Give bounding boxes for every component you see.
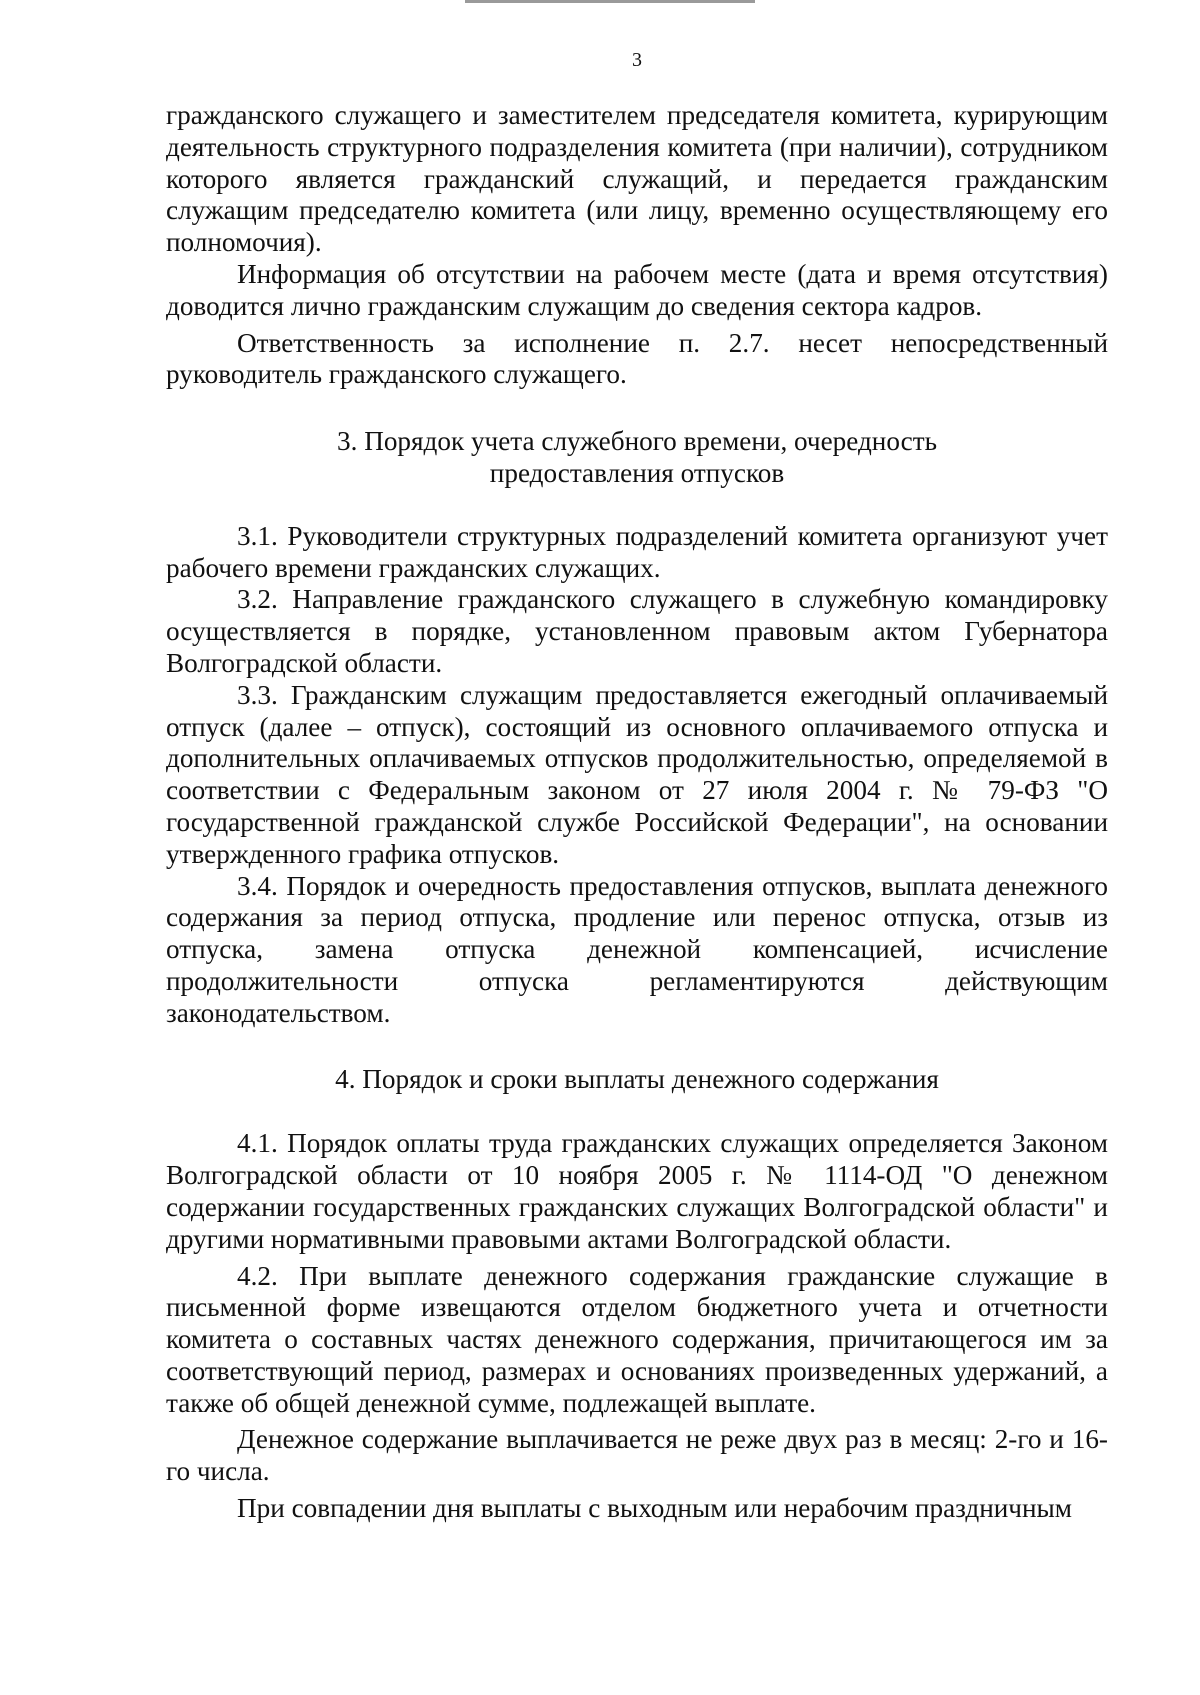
paragraph-3-3: 3.3. Гражданским служащим предоставляется ежегодный оплачиваемый отпуск (далее – отпуск), состоящий из основного оплачиваемого отпуска и дополнительных оплачиваемых отпусков продолжительностью, определяемой в соответствии с Федеральным законом от 27 июля 2004 г. № 79-ФЗ "О государственной гражданской службе Российской Федерации", на основании утвержденного графика отпусков. [166, 679, 1108, 869]
paragraph-absence-info: Информация об отсутствии на рабочем месте (дата и время отсутствия) доводится лично гражданским служащим до сведения сектора кадров. [166, 258, 1108, 321]
section-3-title-line-1: 3. Порядок учета служебного времени, очередность [337, 426, 937, 457]
paragraph-4-1: 4.1. Порядок оплаты труда гражданских служащих определяется Законом Волгоградской области от 10 ноября 2005 г. № 1114-ОД "О денежном содержании государственных гражданских служащих Волгоградской области" и другими нормативными правовыми актами Волгоградской области. [166, 1128, 1108, 1254]
paragraph-4-3: Денежное содержание выплачивается не реже двух раз в месяц: 2-го и 16-го числа. [166, 1424, 1108, 1487]
page-number: 3 [632, 49, 642, 71]
paragraph-3-4: 3.4. Порядок и очередность предоставления отпусков, выплата денежного содержания за период отпуска, продление или перенос отпуска, отзыв из отпуска, замена отпуска денежной компенсацией, исчисление продолжительности отпуска регламентируются действующим законодательством. [166, 870, 1108, 1028]
paragraph-3-1: 3.1. Руководители структурных подразделений комитета организуют учет рабочего времени гражданских служащих. [166, 520, 1108, 583]
document-body [166, 100, 1108, 1525]
paragraph-responsibility: Ответственность за исполнение п. 2.7. несет непосредственный руководитель гражданского служащего. [166, 327, 1108, 390]
paragraph-3-2: 3.2. Направление гражданского служащего в служебную командировку осуществляется в порядке, установленном правовым актом Губернатора Волгоградской области. [166, 584, 1108, 678]
section-4-heading: 4. Порядок и сроки выплаты денежного содержания [335, 1063, 939, 1094]
paragraph-continuation: гражданского служащего и заместителем председателя комитета, курирующим деятельность структурного подразделения комитета (при наличии), сотрудником которого является гражданский служащий, и передается гражданским служащим председателю комитета (или лицу, временно осуществляющему его полномочия). [166, 100, 1108, 258]
section-3-heading [166, 426, 1108, 490]
paragraph-4-4: При совпадении дня выплаты с выходным или нерабочим праздничным [237, 1493, 1073, 1524]
paragraph-4-2: 4.2. При выплате денежного содержания гражданские служащие в письменной форме извещаются отделом бюджетного учета и отчетности комитета о составных частях денежного содержания, причитающегося им за соответствующий период, размерах и основаниях произведенных удержаний, а также об общей денежной сумме, подлежащей выплате. [166, 1260, 1108, 1418]
section-3-title-line-2: предоставления отпусков [489, 457, 785, 488]
top-scan-rule [465, 0, 755, 3]
